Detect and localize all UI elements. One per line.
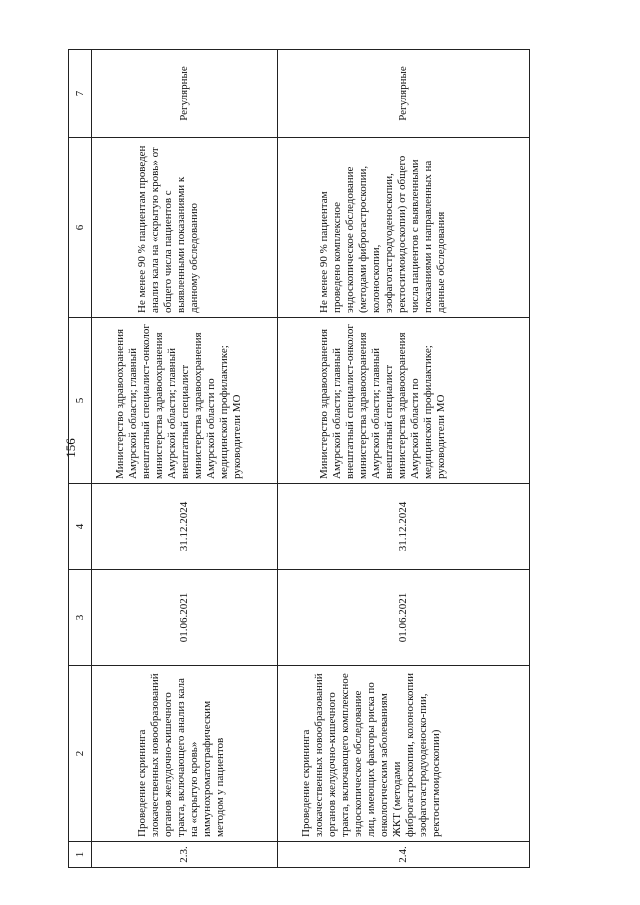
frequency-cell [278,50,530,138]
result-cell [92,138,278,318]
header-col-5: 5 [69,318,92,484]
activity-text: Проведение скрининга злокачественных новообразований органов желудочно-кишечного тракта, включающего комплексное эндоскопическое обследование лиц, имеющих факторы риска по онкологическим заболеваниям ЖКТ (методами фиброгастроскопии, колоноскопии эзофагогастродуоденоско-пии, ректосигмоидоскопии) [300,672,442,837]
start-date-cell: 01.06.2021 [278,570,530,666]
row-number: 2.4. [278,842,530,868]
header-col-3: 3 [69,570,92,666]
page-number: 156 [63,438,78,458]
header-col-4: 4 [69,484,92,570]
end-date-cell: 31.12.2024 [92,484,278,570]
activity-cell [278,666,530,842]
table-row [92,50,278,868]
activity-cell [92,666,278,842]
responsible-cell [278,318,530,484]
header-col-1: 1 [69,842,92,868]
result-cell [278,138,530,318]
activity-text: Проведение скрининга злокачественных новообразований органов желудочно-кишечного тракта, включающего анализ кала на «скрытую кровь» иммунохроматографическим методом у пациентов [136,673,226,837]
table-header-row [69,50,92,868]
responsible-text: Министерство здравоохранения Амурской области; главный внештатный специалист-онколог министерства здравоохранения Амурской области; главный внештатный специалист министерства здравоохранения Амурской области по медицинской профилактике; руководители МО [114,324,243,479]
rotated-table-container [68,50,528,868]
frequency-text: Регулярные [178,66,190,121]
start-date-cell: 01.06.2021 [92,570,278,666]
header-col-2: 2 [69,666,92,842]
result-text: Не менее 90 % пациентам проведено комплексное эндоскопическое обследование (методами фиброгастроскопии, колоноскопии, эзофагогастродуоденоскопии, ректосигмоидоскопии) от общего числа пациентов с выявленными показаниями и направленных на данные обследования [318,155,447,313]
activities-table [68,49,530,868]
header-col-6: 6 [69,138,92,318]
table-row [278,50,530,868]
frequency-text: Регулярные [397,66,409,121]
row-number: 2.3. [92,842,278,868]
end-date-cell: 31.12.2024 [278,484,530,570]
header-col-7: 7 [69,50,92,138]
responsible-text: Министерство здравоохранения Амурской области; главный внештатный специалист-онколог министерства здравоохранения Амурской области; главный внештатный специалист министерства здравоохранения Амурской области по медицинской профилактике; руководители МО [318,324,447,479]
frequency-cell [92,50,278,138]
responsible-cell [92,318,278,484]
result-text: Не менее 90 % пациентам проведен анализ кала на «скрытую кровь» от общего числа пациентов с выявленными показаниями к данному обследованию [136,145,200,313]
